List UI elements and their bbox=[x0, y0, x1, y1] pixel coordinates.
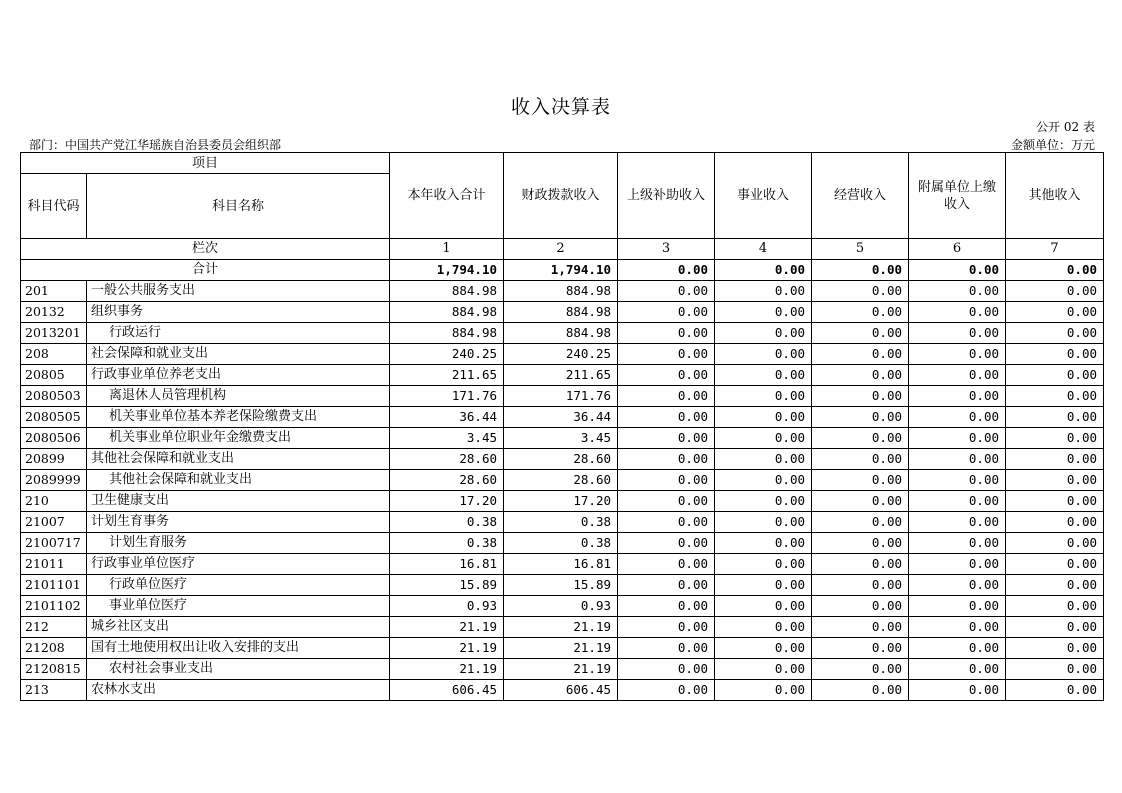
amount-cell: 0.00 bbox=[618, 302, 715, 323]
amount-cell: 0.00 bbox=[715, 344, 812, 365]
amount-cell: 0.00 bbox=[909, 365, 1006, 386]
amount-cell: 0.00 bbox=[909, 680, 1006, 701]
amount-cell: 0.00 bbox=[715, 302, 812, 323]
total-value: 0.00 bbox=[812, 260, 909, 281]
amount-cell: 0.00 bbox=[715, 554, 812, 575]
table-row bbox=[21, 533, 1104, 554]
subject-name: 机关事业单位职业年金缴费支出 bbox=[87, 428, 390, 449]
amount-cell: 0.00 bbox=[618, 281, 715, 302]
amount-cell: 3.45 bbox=[390, 428, 504, 449]
amount-cell: 0.00 bbox=[812, 512, 909, 533]
amount-cell: 0.00 bbox=[1006, 659, 1104, 680]
subject-code: 2080506 bbox=[21, 428, 87, 449]
column-number-row bbox=[21, 239, 1104, 260]
subject-name: 行政运行 bbox=[87, 323, 390, 344]
amount-cell: 0.00 bbox=[909, 596, 1006, 617]
amount-cell: 0.00 bbox=[909, 617, 1006, 638]
table-row bbox=[21, 575, 1104, 596]
subject-code: 20899 bbox=[21, 449, 87, 470]
amount-cell: 0.00 bbox=[618, 575, 715, 596]
amount-cell: 0.00 bbox=[1006, 491, 1104, 512]
table-row bbox=[21, 281, 1104, 302]
subject-name: 计划生育服务 bbox=[87, 533, 390, 554]
amount-cell: 0.00 bbox=[1006, 617, 1104, 638]
table-row bbox=[21, 386, 1104, 407]
subject-name: 社会保障和就业支出 bbox=[87, 344, 390, 365]
amount-cell: 0.00 bbox=[1006, 512, 1104, 533]
amount-cell: 0.00 bbox=[812, 386, 909, 407]
amount-cell: 0.38 bbox=[390, 512, 504, 533]
subject-code: 2080505 bbox=[21, 407, 87, 428]
subject-code: 2101101 bbox=[21, 575, 87, 596]
header-career: 事业收入 bbox=[715, 153, 812, 239]
subject-code: 208 bbox=[21, 344, 87, 365]
subject-name: 组织事务 bbox=[87, 302, 390, 323]
amount-cell: 28.60 bbox=[504, 470, 618, 491]
amount-cell: 21.19 bbox=[390, 617, 504, 638]
column-number: 5 bbox=[812, 239, 909, 260]
column-label: 栏次 bbox=[21, 239, 390, 260]
total-label: 合计 bbox=[21, 260, 390, 281]
amount-cell: 884.98 bbox=[390, 323, 504, 344]
subject-code: 20132 bbox=[21, 302, 87, 323]
amount-cell: 0.00 bbox=[1006, 281, 1104, 302]
amount-cell: 0.00 bbox=[909, 659, 1006, 680]
amount-cell: 0.00 bbox=[618, 365, 715, 386]
amount-cell: 240.25 bbox=[390, 344, 504, 365]
amount-cell: 28.60 bbox=[504, 449, 618, 470]
amount-cell: 0.00 bbox=[909, 428, 1006, 449]
subject-name: 事业单位医疗 bbox=[87, 596, 390, 617]
amount-cell: 0.00 bbox=[715, 428, 812, 449]
subject-name: 一般公共服务支出 bbox=[87, 281, 390, 302]
header-total: 本年收入合计 bbox=[390, 153, 504, 239]
form-number: 公开 02 表 bbox=[1036, 120, 1095, 134]
total-row bbox=[21, 260, 1104, 281]
total-value: 1,794.10 bbox=[504, 260, 618, 281]
table-row bbox=[21, 659, 1104, 680]
amount-cell: 0.00 bbox=[618, 596, 715, 617]
amount-cell: 0.00 bbox=[618, 428, 715, 449]
amount-cell: 0.00 bbox=[812, 638, 909, 659]
table-row bbox=[21, 554, 1104, 575]
subject-name: 其他社会保障和就业支出 bbox=[87, 470, 390, 491]
amount-cell: 21.19 bbox=[504, 659, 618, 680]
amount-cell: 0.00 bbox=[1006, 554, 1104, 575]
total-value: 0.00 bbox=[909, 260, 1006, 281]
amount-cell: 21.19 bbox=[504, 617, 618, 638]
header-fiscal: 财政拨款收入 bbox=[504, 153, 618, 239]
amount-cell: 0.00 bbox=[909, 407, 1006, 428]
amount-cell: 0.93 bbox=[504, 596, 618, 617]
amount-cell: 3.45 bbox=[504, 428, 618, 449]
amount-cell: 28.60 bbox=[390, 449, 504, 470]
amount-cell: 0.00 bbox=[618, 617, 715, 638]
amount-cell: 0.00 bbox=[715, 638, 812, 659]
table-row bbox=[21, 596, 1104, 617]
amount-cell: 0.00 bbox=[812, 428, 909, 449]
table-row bbox=[21, 323, 1104, 344]
amount-cell: 0.00 bbox=[1006, 344, 1104, 365]
subject-code: 21011 bbox=[21, 554, 87, 575]
subject-name: 城乡社区支出 bbox=[87, 617, 390, 638]
header-item: 项目 bbox=[21, 153, 390, 174]
subject-code: 212 bbox=[21, 617, 87, 638]
amount-cell: 0.00 bbox=[1006, 428, 1104, 449]
amount-cell: 884.98 bbox=[390, 281, 504, 302]
amount-cell: 0.00 bbox=[1006, 575, 1104, 596]
amount-cell: 884.98 bbox=[504, 302, 618, 323]
amount-cell: 0.00 bbox=[909, 323, 1006, 344]
amount-cell: 0.00 bbox=[812, 575, 909, 596]
table-row bbox=[21, 491, 1104, 512]
amount-cell: 0.00 bbox=[909, 470, 1006, 491]
amount-cell: 0.00 bbox=[909, 302, 1006, 323]
subject-code: 20805 bbox=[21, 365, 87, 386]
amount-cell: 0.00 bbox=[812, 281, 909, 302]
amount-cell: 0.00 bbox=[812, 680, 909, 701]
total-value: 1,794.10 bbox=[390, 260, 504, 281]
subject-name: 农村社会事业支出 bbox=[87, 659, 390, 680]
total-value: 0.00 bbox=[618, 260, 715, 281]
amount-cell: 606.45 bbox=[390, 680, 504, 701]
amount-cell: 0.00 bbox=[909, 386, 1006, 407]
amount-cell: 171.76 bbox=[504, 386, 618, 407]
amount-cell: 0.00 bbox=[1006, 638, 1104, 659]
subject-name: 行政事业单位养老支出 bbox=[87, 365, 390, 386]
amount-cell: 0.00 bbox=[715, 365, 812, 386]
subject-code: 2100717 bbox=[21, 533, 87, 554]
amount-cell: 0.00 bbox=[812, 659, 909, 680]
amount-cell: 0.00 bbox=[812, 344, 909, 365]
amount-cell: 606.45 bbox=[504, 680, 618, 701]
column-number: 4 bbox=[715, 239, 812, 260]
amount-cell: 0.00 bbox=[1006, 386, 1104, 407]
amount-cell: 0.00 bbox=[618, 323, 715, 344]
amount-cell: 0.00 bbox=[909, 281, 1006, 302]
header-other: 其他收入 bbox=[1006, 153, 1104, 239]
amount-cell: 0.00 bbox=[618, 554, 715, 575]
header-superior: 上级补助收入 bbox=[618, 153, 715, 239]
amount-cell: 0.00 bbox=[618, 470, 715, 491]
header-affiliated: 附属单位上缴收入 bbox=[909, 153, 1006, 239]
amount-cell: 0.00 bbox=[909, 533, 1006, 554]
amount-cell: 0.00 bbox=[812, 596, 909, 617]
total-value: 0.00 bbox=[1006, 260, 1104, 281]
subject-name: 机关事业单位基本养老保险缴费支出 bbox=[87, 407, 390, 428]
amount-cell: 0.38 bbox=[390, 533, 504, 554]
column-number: 1 bbox=[390, 239, 504, 260]
amount-cell: 0.00 bbox=[909, 491, 1006, 512]
amount-cell: 884.98 bbox=[390, 302, 504, 323]
amount-unit-label: 金额单位：万元 bbox=[1010, 138, 1095, 152]
amount-cell: 17.20 bbox=[504, 491, 618, 512]
subject-code: 2080503 bbox=[21, 386, 87, 407]
amount-cell: 15.89 bbox=[390, 575, 504, 596]
total-value: 0.00 bbox=[715, 260, 812, 281]
amount-cell: 171.76 bbox=[390, 386, 504, 407]
amount-cell: 0.00 bbox=[618, 344, 715, 365]
subject-name: 卫生健康支出 bbox=[87, 491, 390, 512]
subject-name: 行政单位医疗 bbox=[87, 575, 390, 596]
amount-cell: 0.00 bbox=[909, 638, 1006, 659]
subject-code: 201 bbox=[21, 281, 87, 302]
table-row bbox=[21, 617, 1104, 638]
table-row bbox=[21, 638, 1104, 659]
amount-cell: 0.00 bbox=[1006, 596, 1104, 617]
amount-cell: 0.00 bbox=[909, 554, 1006, 575]
amount-cell: 0.00 bbox=[909, 449, 1006, 470]
table-row bbox=[21, 302, 1104, 323]
amount-cell: 0.00 bbox=[1006, 470, 1104, 491]
subject-code: 2089999 bbox=[21, 470, 87, 491]
table-row bbox=[21, 365, 1104, 386]
amount-cell: 0.00 bbox=[715, 575, 812, 596]
income-statement-table bbox=[20, 152, 1104, 701]
amount-cell: 0.38 bbox=[504, 512, 618, 533]
department-label: 部门：中国共产党江华瑶族自治县委员会组织部 bbox=[29, 138, 282, 152]
header-code: 科目代码 bbox=[21, 174, 87, 239]
amount-cell: 0.00 bbox=[715, 323, 812, 344]
amount-cell: 0.00 bbox=[618, 386, 715, 407]
amount-cell: 884.98 bbox=[504, 281, 618, 302]
subject-code: 2120815 bbox=[21, 659, 87, 680]
amount-cell: 0.00 bbox=[909, 512, 1006, 533]
subject-name: 行政事业单位医疗 bbox=[87, 554, 390, 575]
amount-cell: 0.00 bbox=[618, 680, 715, 701]
column-number: 7 bbox=[1006, 239, 1104, 260]
amount-cell: 21.19 bbox=[504, 638, 618, 659]
amount-cell: 15.89 bbox=[504, 575, 618, 596]
column-number: 6 bbox=[909, 239, 1006, 260]
amount-cell: 0.00 bbox=[715, 512, 812, 533]
amount-cell: 16.81 bbox=[390, 554, 504, 575]
table-row bbox=[21, 344, 1104, 365]
amount-cell: 21.19 bbox=[390, 659, 504, 680]
amount-cell: 36.44 bbox=[504, 407, 618, 428]
amount-cell: 21.19 bbox=[390, 638, 504, 659]
amount-cell: 0.00 bbox=[715, 386, 812, 407]
subject-name: 离退休人员管理机构 bbox=[87, 386, 390, 407]
header-operation: 经营收入 bbox=[812, 153, 909, 239]
table-row bbox=[21, 449, 1104, 470]
amount-cell: 0.00 bbox=[715, 680, 812, 701]
amount-cell: 0.00 bbox=[715, 659, 812, 680]
subject-name: 计划生育事务 bbox=[87, 512, 390, 533]
column-number: 3 bbox=[618, 239, 715, 260]
amount-cell: 0.00 bbox=[715, 491, 812, 512]
amount-cell: 0.38 bbox=[504, 533, 618, 554]
subject-code: 210 bbox=[21, 491, 87, 512]
amount-cell: 36.44 bbox=[390, 407, 504, 428]
amount-cell: 0.00 bbox=[812, 617, 909, 638]
amount-cell: 0.00 bbox=[618, 533, 715, 554]
amount-cell: 240.25 bbox=[504, 344, 618, 365]
amount-cell: 0.00 bbox=[812, 470, 909, 491]
amount-cell: 0.00 bbox=[1006, 302, 1104, 323]
subject-name: 农林水支出 bbox=[87, 680, 390, 701]
subject-code: 2013201 bbox=[21, 323, 87, 344]
amount-cell: 0.00 bbox=[618, 491, 715, 512]
amount-cell: 0.00 bbox=[715, 449, 812, 470]
table-row bbox=[21, 680, 1104, 701]
amount-cell: 211.65 bbox=[504, 365, 618, 386]
amount-cell: 0.00 bbox=[715, 596, 812, 617]
amount-cell: 0.00 bbox=[812, 365, 909, 386]
amount-cell: 0.00 bbox=[715, 407, 812, 428]
amount-cell: 0.00 bbox=[715, 470, 812, 491]
amount-cell: 0.00 bbox=[715, 533, 812, 554]
amount-cell: 28.60 bbox=[390, 470, 504, 491]
amount-cell: 0.00 bbox=[1006, 323, 1104, 344]
amount-cell: 0.00 bbox=[909, 344, 1006, 365]
amount-cell: 884.98 bbox=[504, 323, 618, 344]
amount-cell: 0.00 bbox=[909, 575, 1006, 596]
amount-cell: 0.00 bbox=[812, 491, 909, 512]
amount-cell: 0.00 bbox=[715, 281, 812, 302]
amount-cell: 0.00 bbox=[618, 449, 715, 470]
subject-code: 2101102 bbox=[21, 596, 87, 617]
amount-cell: 0.00 bbox=[812, 302, 909, 323]
amount-cell: 0.00 bbox=[812, 323, 909, 344]
amount-cell: 0.00 bbox=[715, 617, 812, 638]
amount-cell: 17.20 bbox=[390, 491, 504, 512]
table-row bbox=[21, 470, 1104, 491]
amount-cell: 0.93 bbox=[390, 596, 504, 617]
subject-code: 21208 bbox=[21, 638, 87, 659]
amount-cell: 0.00 bbox=[812, 407, 909, 428]
amount-cell: 0.00 bbox=[812, 554, 909, 575]
amount-cell: 211.65 bbox=[390, 365, 504, 386]
amount-cell: 0.00 bbox=[1006, 533, 1104, 554]
subject-name: 其他社会保障和就业支出 bbox=[87, 449, 390, 470]
amount-cell: 0.00 bbox=[618, 407, 715, 428]
amount-cell: 0.00 bbox=[1006, 407, 1104, 428]
amount-cell: 0.00 bbox=[812, 449, 909, 470]
subject-code: 213 bbox=[21, 680, 87, 701]
page-title: 收入决算表 bbox=[510, 96, 611, 118]
header-name: 科目名称 bbox=[87, 174, 390, 239]
amount-cell: 0.00 bbox=[618, 638, 715, 659]
subject-name: 国有土地使用权出让收入安排的支出 bbox=[87, 638, 390, 659]
table-row bbox=[21, 512, 1104, 533]
amount-cell: 0.00 bbox=[1006, 680, 1104, 701]
amount-cell: 0.00 bbox=[812, 533, 909, 554]
column-number: 2 bbox=[504, 239, 618, 260]
amount-cell: 0.00 bbox=[1006, 365, 1104, 386]
amount-cell: 16.81 bbox=[504, 554, 618, 575]
amount-cell: 0.00 bbox=[618, 659, 715, 680]
table-row bbox=[21, 428, 1104, 449]
table-row bbox=[21, 407, 1104, 428]
amount-cell: 0.00 bbox=[1006, 449, 1104, 470]
amount-cell: 0.00 bbox=[618, 512, 715, 533]
subject-code: 21007 bbox=[21, 512, 87, 533]
